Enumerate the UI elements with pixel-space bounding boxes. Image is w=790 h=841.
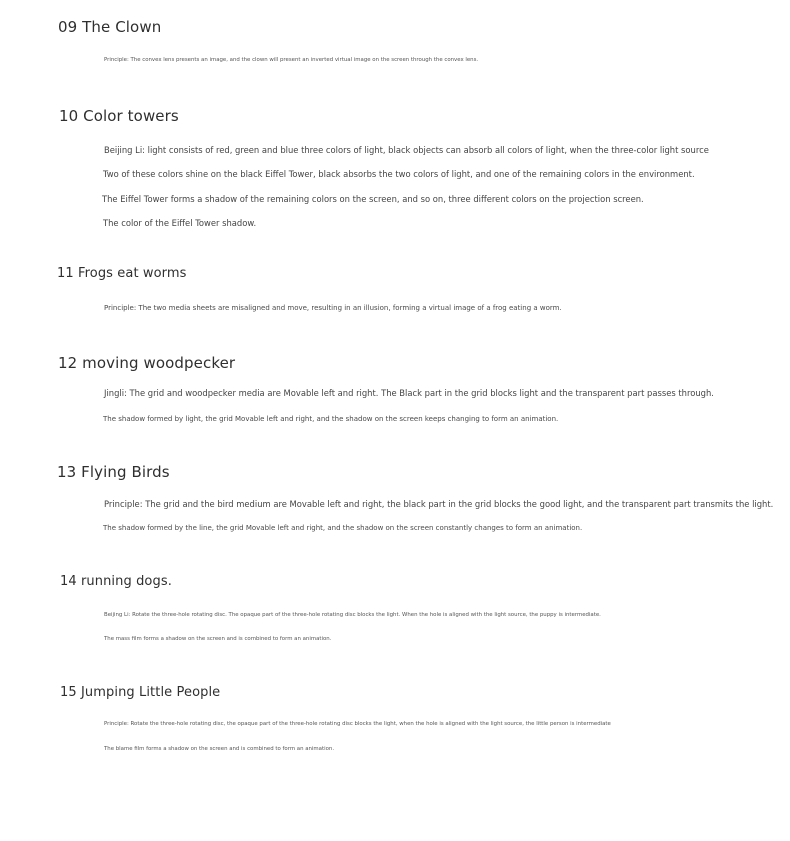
section-text-running-dogs-1: Beijing Li: Rotate the three-hole rotating disc. The opaque part of the three-hole rotating disc blocks the light. When the hole is aligned with the light source, the puppy is intermediate. — [104, 612, 601, 618]
section-text-clown-1: Principle: The convex lens presents an image, and the clown will present an inverted virtual image on the screen through the convex lens. — [104, 57, 479, 63]
section-title-frogs: 11 Frogs eat worms — [57, 266, 187, 281]
section-text-color-towers-2: Two of these colors shine on the black Eiffel Tower, black absorbs the two colors of light, and one of the remaining colors in the environment. — [103, 169, 695, 179]
section-text-color-towers-1: Beijing Li: light consists of red, green and blue three colors of light, black objects can absorb all colors of light, when the three-color light source — [104, 145, 709, 155]
section-title-color-towers: 10 Color towers — [59, 107, 179, 125]
section-text-flying-birds-1: Principle: The grid and the bird medium are Movable left and right, the black part in the grid blocks the good light, and the transparent part transmits the light. — [104, 499, 774, 509]
section-title-flying-birds: 13 Flying Birds — [57, 463, 170, 481]
section-title-running-dogs: 14 running dogs. — [60, 574, 172, 589]
section-text-woodpecker-1: Jingli: The grid and woodpecker media are Movable left and right. The Black part in the grid blocks light and the transparent part passes through. — [104, 388, 714, 398]
section-text-jumping-people-2: The blame film forms a shadow on the screen and is combined to form an animation. — [104, 746, 335, 752]
section-text-flying-birds-2: The shadow formed by the line, the grid Movable left and right, and the shadow on the screen constantly changes to form an animation. — [103, 524, 583, 532]
section-text-frogs-1: Principle: The two media sheets are misaligned and move, resulting in an illusion, forming a virtual image of a frog eating a worm. — [104, 304, 562, 312]
section-text-jumping-people-1: Principle: Rotate the three-hole rotating disc, the opaque part of the three-hole rotating disc blocks the light, when the hole is aligned with the light source, the little person is intermediate — [104, 721, 611, 727]
section-text-running-dogs-2: The mass film forms a shadow on the screen and is combined to form an animation. — [104, 636, 332, 642]
section-title-woodpecker: 12 moving woodpecker — [58, 354, 236, 372]
section-text-color-towers-3: The Eiffel Tower forms a shadow of the remaining colors on the screen, and so on, three different colors on the projection screen. — [102, 194, 644, 204]
section-title-jumping-people: 15 Jumping Little People — [60, 685, 221, 700]
section-text-woodpecker-2: The shadow formed by light, the grid Movable left and right, and the shadow on the screen keeps changing to form an animation. — [103, 415, 559, 423]
section-title-clown: 09 The Clown — [58, 18, 162, 36]
section-text-color-towers-4: The color of the Eiffel Tower shadow. — [103, 218, 257, 228]
